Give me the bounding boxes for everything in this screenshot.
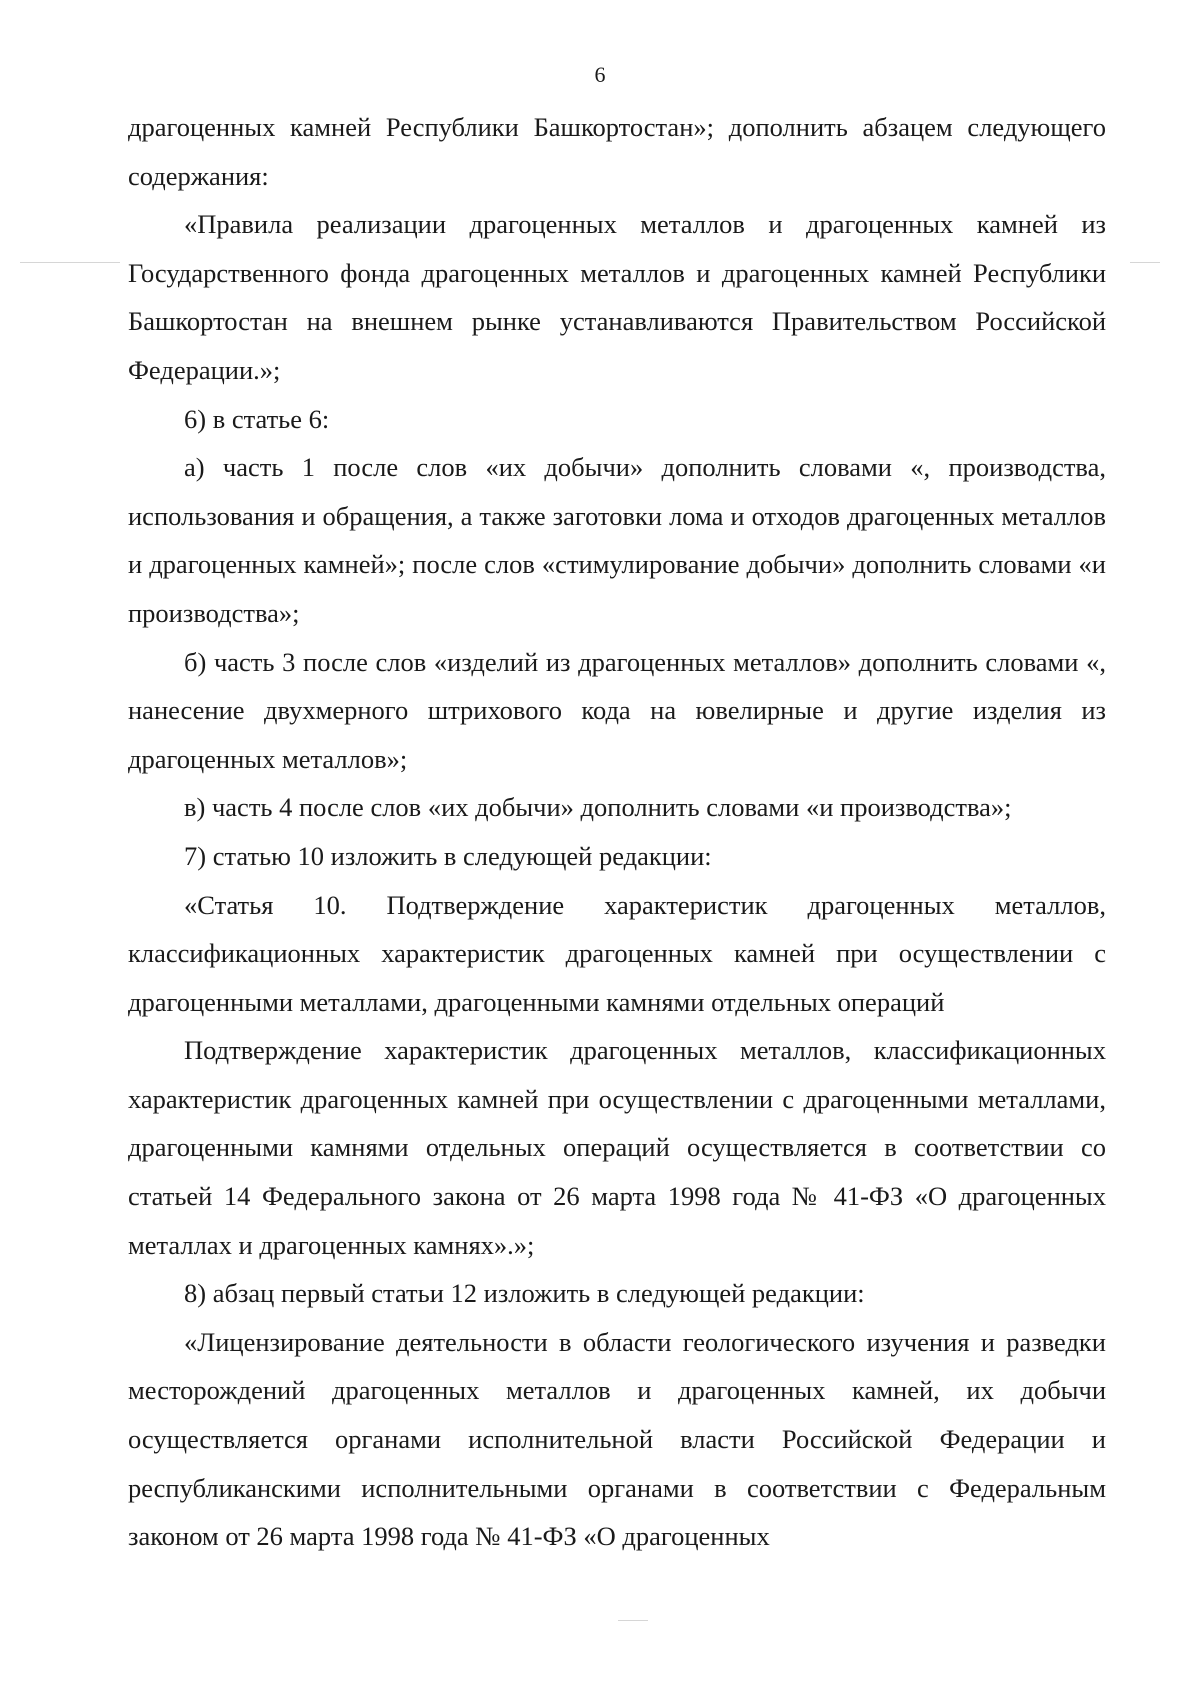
paragraph: 6) в статье 6: [184,403,330,434]
scan-artifact [1130,262,1160,263]
scan-artifact [618,1620,648,1621]
paragraph: «Правила реализации драгоценных металлов и драгоценных камней из Государственного фонда драгоценных металлов и драгоценных камней Республики Башкортостан на внешнем рынке устанавливаются Правительством Российской Федерации.»; [128,209,1106,385]
article-heading: «Статья 10. Подтверждение характеристик драгоценных металлов, классификационных характеристик драгоценных камней при осуществлении с драгоценными металлами, драгоценными камнями отдельных операций [128,889,1106,1017]
paragraph: «Лицензирование деятельности в области геологического изучения и разведки месторождений драгоценных металлов и драгоценных камней, их добычи осуществляется органами исполнительной власти Российской Федерации и республиканскими исполнительными органами в соответствии с Федеральным законом от 26 марта 1998 года № 41-ФЗ «О драгоценных [128,1326,1106,1552]
paragraph: 8) абзац первый статьи 12 изложить в следующей редакции: [184,1278,865,1309]
paragraph: а) часть 1 после слов «их добычи» дополнить словами «, производства, использования и обращения, а также заготовки лома и отходов драгоценных металлов и драгоценных камней»; после слов «стимулирование добычи» дополнить словами «и производства»; [128,452,1106,628]
page-number: 6 [594,62,606,87]
paragraph: драгоценных камней Республики Башкортостан»; дополнить абзацем следующего содержания: [128,112,1106,191]
document-body [128,103,1106,1561]
paragraph: Подтверждение характеристик драгоценных металлов, классификационных характеристик драгоценных камней при осуществлении с драгоценными металлами, драгоценными камнями отдельных операций осуществляется в соответствии со статьей 14 Федерального закона от 26 марта 1998 года № 41-ФЗ «О драгоценных металлах и драгоценных камнях».»; [128,1035,1106,1260]
paragraph: б) часть 3 после слов «изделий из драгоценных металлов» дополнить словами «, нанесение двухмерного штрихового кода на ювелирные и другие изделия из драгоценных металлов»; [128,646,1106,774]
scan-artifact [20,262,120,263]
paragraph: в) часть 4 после слов «их добычи» дополнить словами «и производства»; [184,792,1012,823]
paragraph: 7) статью 10 изложить в следующей редакции: [184,840,712,871]
